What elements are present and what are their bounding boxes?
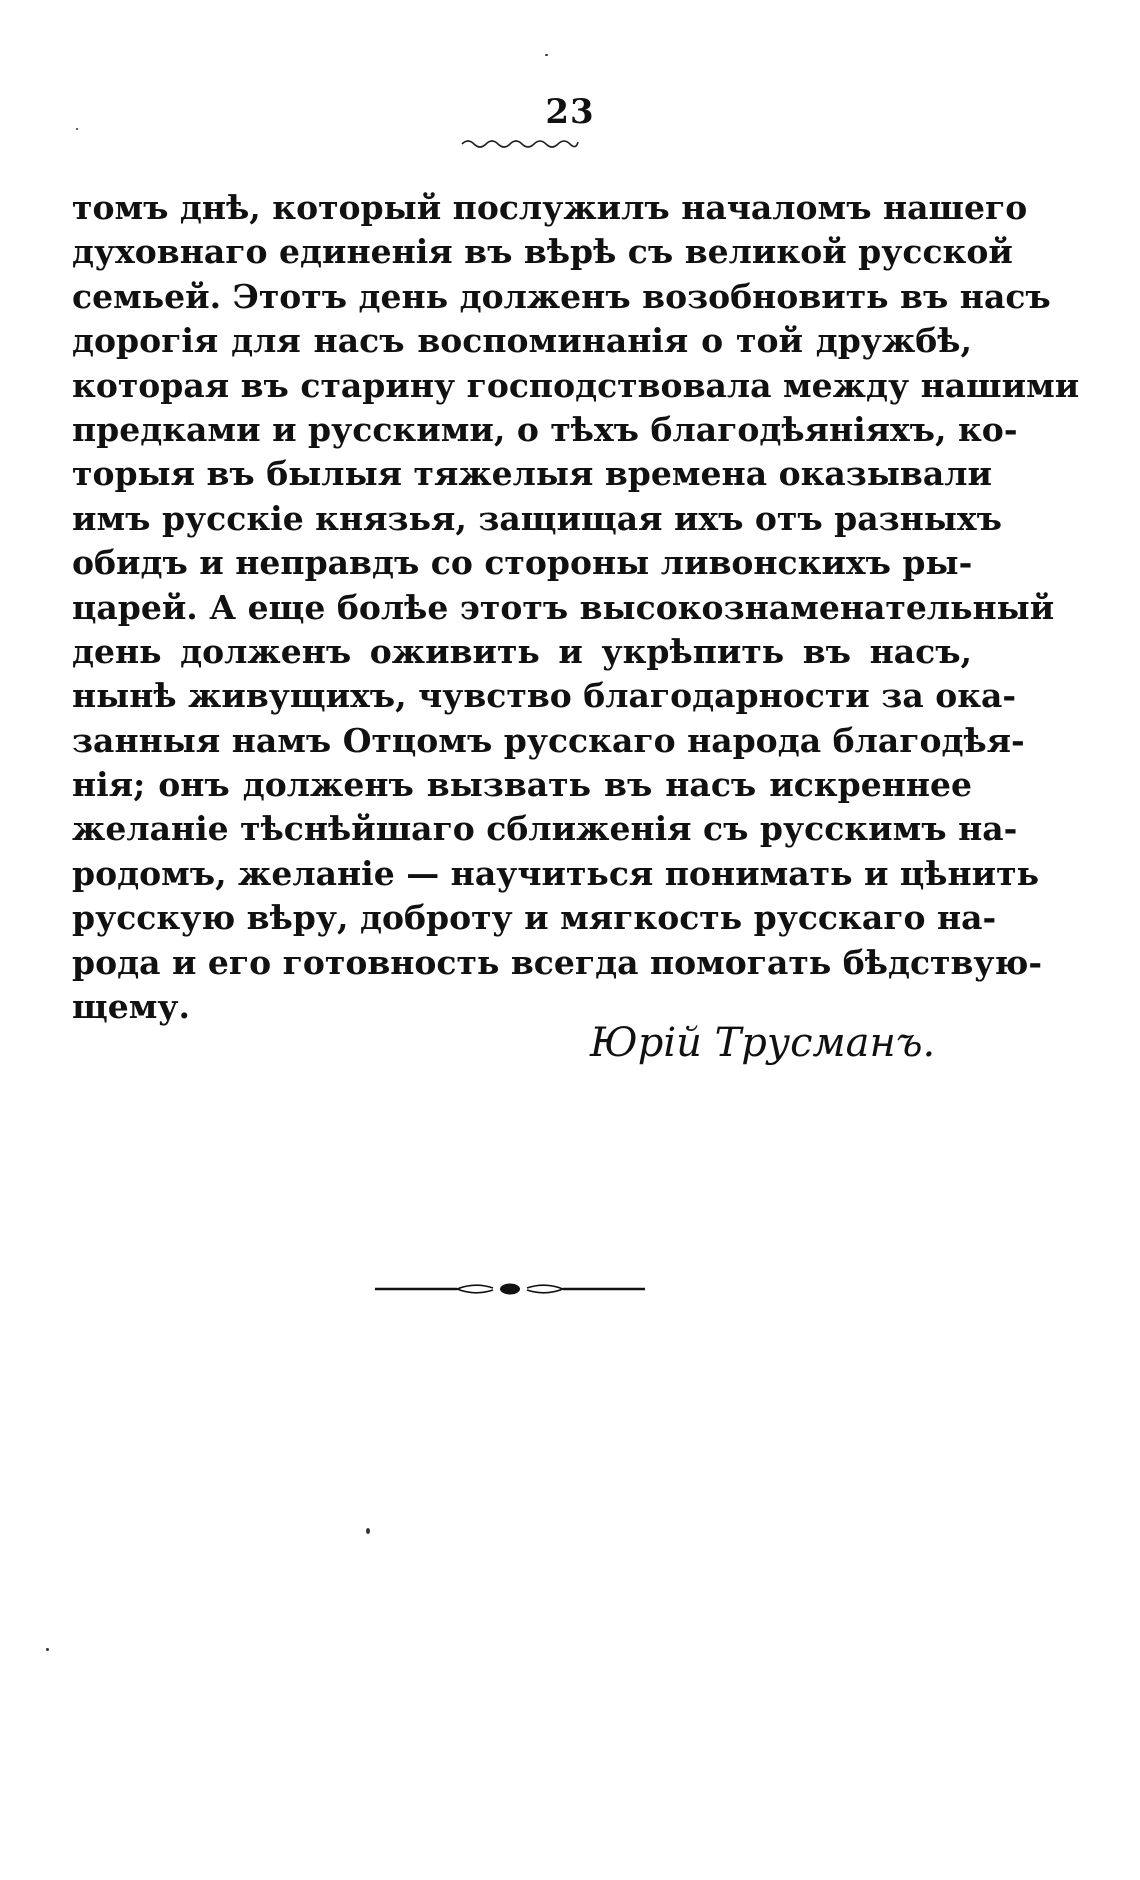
text-line: царей. А еще болѣе этотъ высокознаменательный — [72, 587, 1055, 627]
text-line: дорогія для насъ воспоминанія о той дружбѣ, — [72, 321, 972, 361]
body-text — [72, 186, 1080, 1029]
page-number: 23 — [545, 92, 595, 132]
text-line: томъ днѣ, который послужилъ началомъ нашего — [72, 188, 1028, 227]
text-line: нія; онъ долженъ вызвать въ насъ искреннее — [72, 765, 972, 805]
text-line: русскую вѣру, доброту и мягкость русскаго на- — [72, 898, 997, 938]
text-line: семьей. Этотъ день долженъ возобновить въ насъ — [72, 276, 1051, 316]
print-speck — [366, 1528, 370, 1534]
text-line: желаніе тѣснѣйшаго сближенія съ русскимъ на- — [72, 809, 1018, 849]
print-speck — [76, 128, 78, 130]
text-line: родомъ, желаніе — научиться понимать и цѣнить — [72, 853, 1039, 893]
print-speck — [46, 1648, 49, 1651]
text-line: которая въ старину господствовала между нашими — [72, 365, 1080, 405]
author-signature: Юрій Трусманъ. — [590, 1020, 936, 1066]
text-line: щему. — [72, 987, 190, 1027]
text-line: день долженъ оживить и укрѣпить въ насъ, — [72, 631, 972, 671]
text-line: обидъ и неправдъ со стороны ливонскихъ ры- — [72, 543, 973, 583]
print-speck — [545, 54, 548, 56]
text-line: рода и его готовность всегда помогать бѣдствую- — [72, 942, 1043, 982]
text-line: предками и русскими, о тѣхъ благодѣяніяхъ, ко- — [72, 409, 1018, 449]
header-wavy-ornament — [460, 134, 580, 148]
end-ornament — [375, 1278, 645, 1298]
text-line: торыя въ былыя тяжелыя времена оказывали — [72, 454, 992, 494]
text-line: нынѣ живущихъ, чувство благодарности за ока- — [72, 676, 1017, 716]
text-line: духовнаго единенія въ вѣрѣ съ великой русской — [72, 232, 1013, 272]
text-line: занныя намъ Отцомъ русскаго народа благодѣя- — [72, 720, 1025, 760]
text-line: имъ русскіе князья, защищая ихъ отъ разныхъ — [72, 498, 1002, 538]
